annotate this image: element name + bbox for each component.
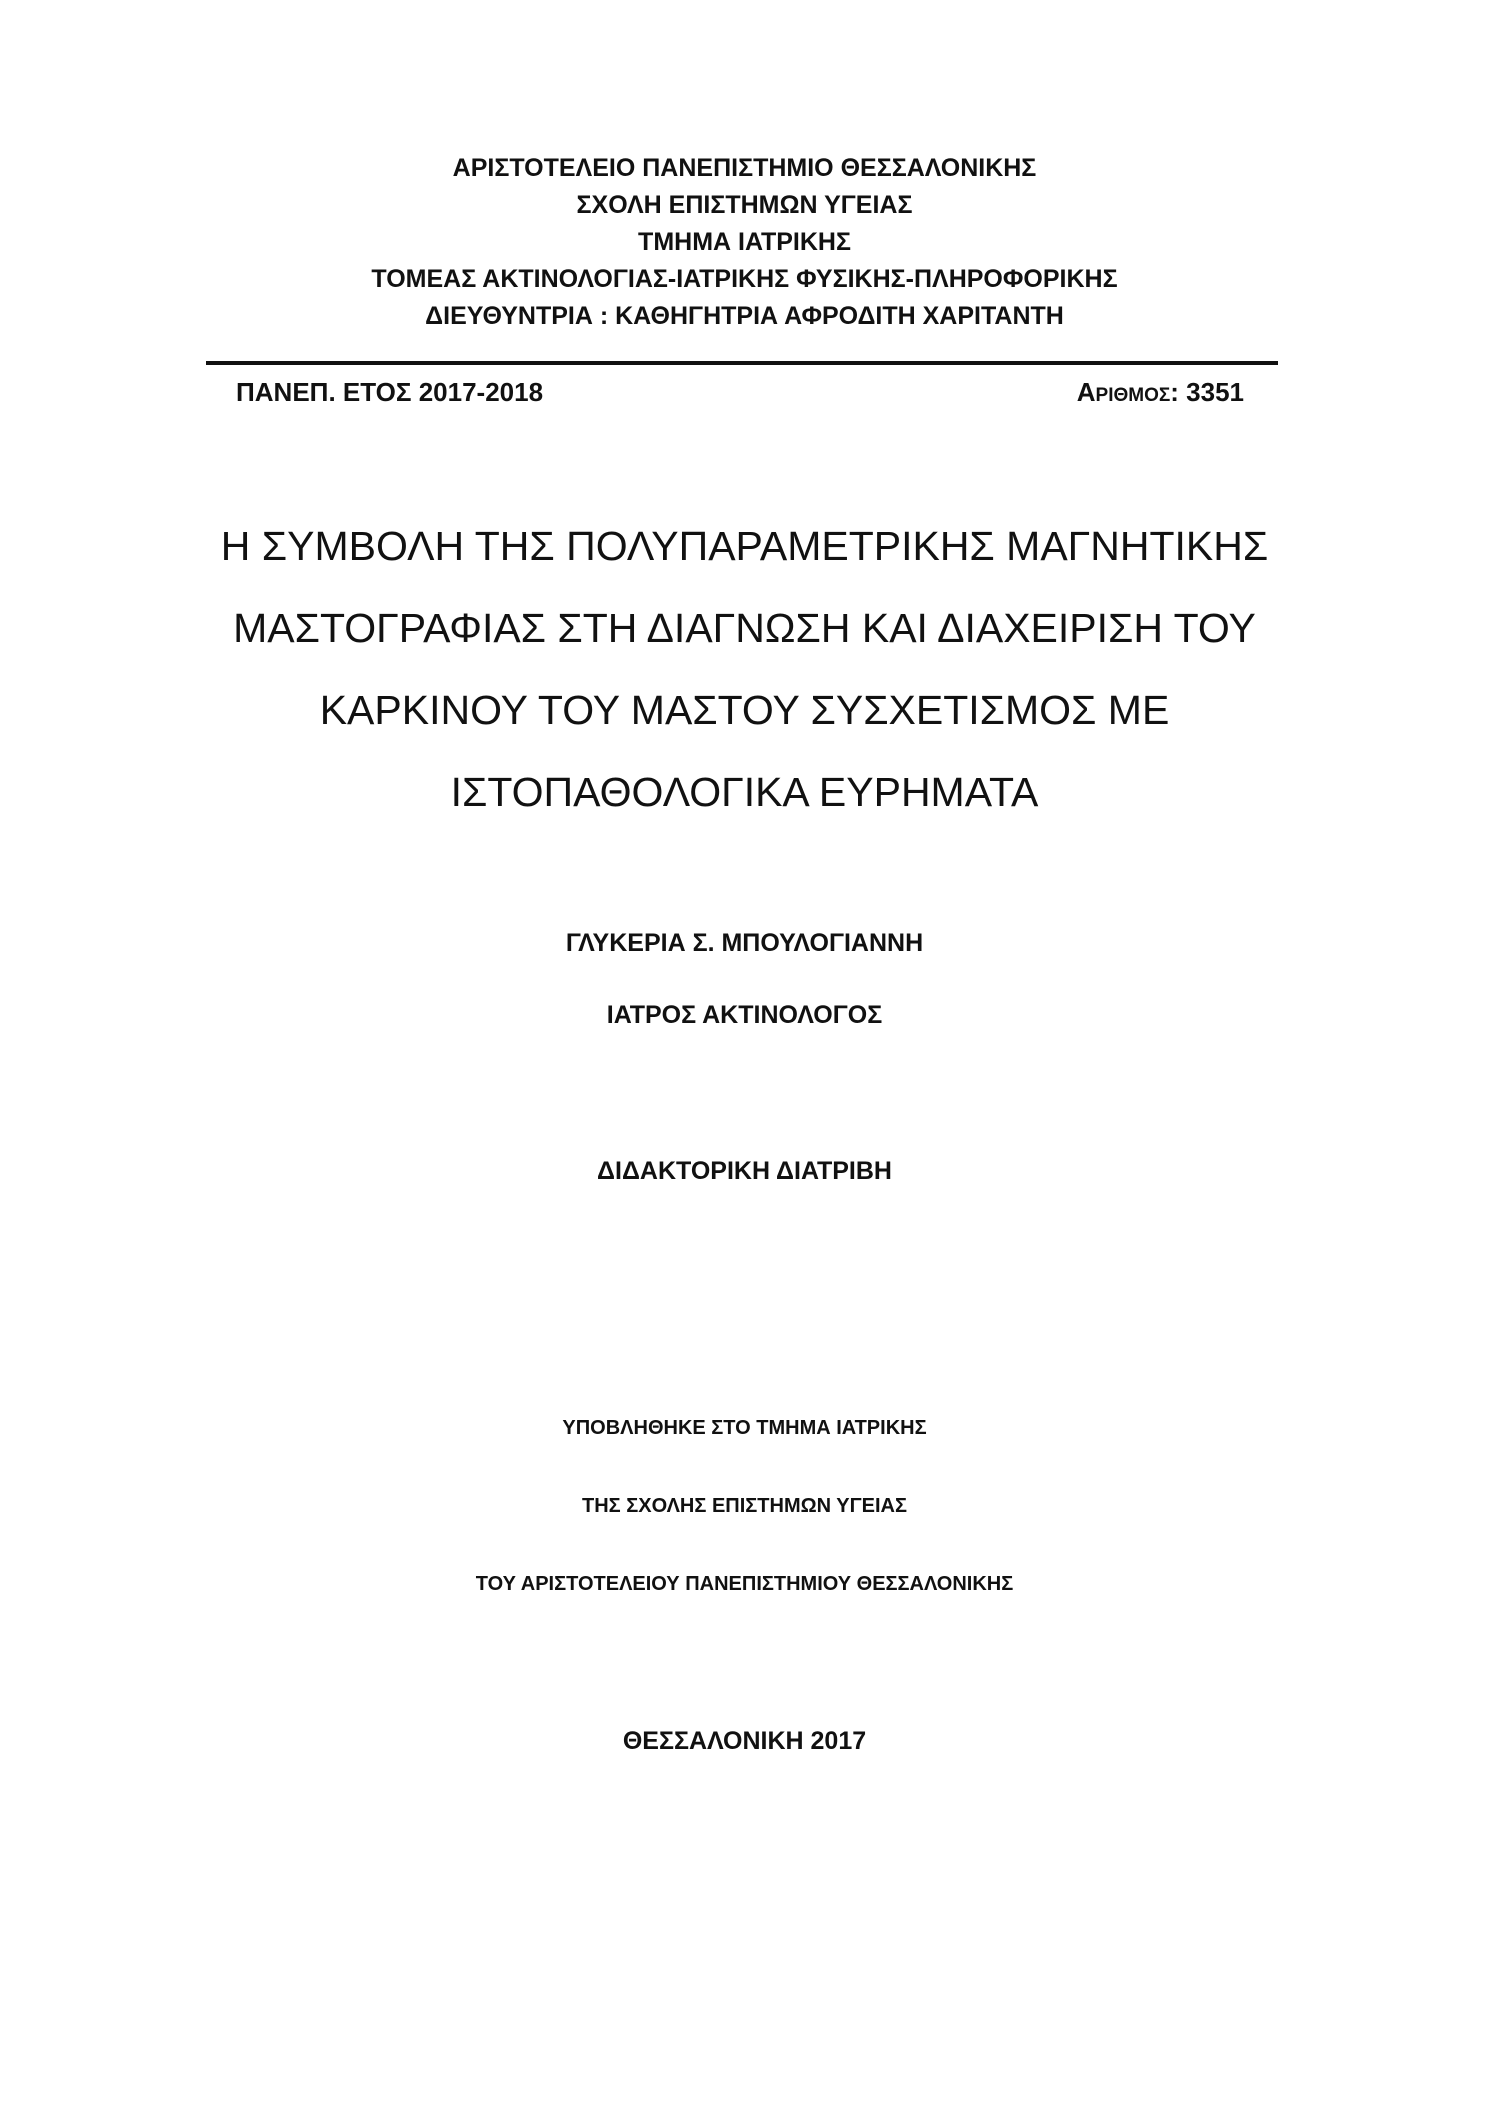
document-type: ΔΙΔΑΚΤΟΡΙΚΗ ΔΙΑΤΡΙΒΗ xyxy=(597,1157,892,1185)
submission-line: ΤΗΣ ΣΧΟΛΗΣ ΕΠΙΣΤΗΜΩΝ ΥΓΕΙΑΣ xyxy=(582,1495,907,1517)
thesis-title xyxy=(0,505,1489,833)
academic-year: ΠΑΝΕΠ. ΕΤΟΣ 2017-2018 xyxy=(236,377,544,407)
header-divider xyxy=(206,361,1278,365)
thesis-title-line: Η ΣΥΜΒΟΛΗ ΤΗΣ ΠΟΛΥΠΑΡΑΜΕΤΡΙΚΗΣ ΜΑΓΝΗΤΙΚΗΣ xyxy=(220,523,1269,569)
author-profession: ΙΑΤΡΟΣ ΑΚΤΙΝΟΛΟΓΟΣ xyxy=(606,1001,883,1029)
director-name: ΔΙΕΥΘΥΝΤΡΙΑ : ΚΑΘΗΓΗΤΡΙΑ ΑΦΡΟΔΙΤΗ ΧΑΡΙΤΑΝΤΗ xyxy=(425,302,1064,330)
thesis-title-line: ΜΑΣΤΟΓΡΑΦΙΑΣ ΣΤΗ ΔΙΑΓΝΩΣΗ ΚΑΙ ΔΙΑΧΕΙΡΙΣΗ ΤΟΥ xyxy=(233,605,1256,651)
university-name: ΑΡΙΣΤΟΤΕΛΕΙΟ ΠΑΝΕΠΙΣΤΗΜΙΟ ΘΕΣΣΑΛΟΝΙΚΗΣ xyxy=(452,154,1037,182)
thesis-title-line: ΚΑΡΚΙΝΟΥ ΤΟΥ ΜΑΣΤΟΥ ΣΥΣΧΕΤΙΣΜΟΣ ΜΕ xyxy=(319,687,1170,733)
institution-header xyxy=(0,150,1489,335)
thesis-number-label-initial: Α xyxy=(1076,377,1096,407)
school-name: ΣΧΟΛΗ ΕΠΙΣΤΗΜΩΝ ΥΓΕΙΑΣ xyxy=(576,191,913,219)
thesis-number-value: : 3351 xyxy=(1170,377,1244,407)
thesis-number xyxy=(1077,374,1244,414)
author-name: ΓΛΥΚΕΡΙΑ Σ. ΜΠΟΥΛΟΓΙΑΝΝΗ xyxy=(565,929,924,957)
submission-line: ΤΟΥ ΑΡΙΣΤΟΤΕΛΕΙΟΥ ΠΑΝΕΠΙΣΤΗΜΙΟΥ ΘΕΣΣΑΛΟΝΙΚΗΣ xyxy=(475,1573,1014,1595)
department-name: ΤΜΗΜΑ ΙΑΤΡΙΚΗΣ xyxy=(638,228,851,256)
place-and-year: ΘΕΣΣΑΛΟΝΙΚΗ 2017 xyxy=(622,1727,867,1755)
thesis-number-label-rest: ΡΙΘΜΟΣ xyxy=(1095,385,1171,406)
meta-row xyxy=(236,374,1244,410)
submission-line: ΥΠΟΒΛΗΘΗΚΕ ΣΤΟ ΤΜΗΜΑ ΙΑΤΡΙΚΗΣ xyxy=(562,1417,927,1439)
thesis-title-line: ΙΣΤΟΠΑΘΟΛΟΓΙΚΑ ΕΥΡΗΜΑΤΑ xyxy=(450,769,1039,815)
sector-name: ΤΟΜΕΑΣ ΑΚΤΙΝΟΛΟΓΙΑΣ-ΙΑΤΡΙΚΗΣ ΦΥΣΙΚΗΣ-ΠΛΗΡΟΦΟΡΙΚΗΣ xyxy=(371,265,1118,293)
